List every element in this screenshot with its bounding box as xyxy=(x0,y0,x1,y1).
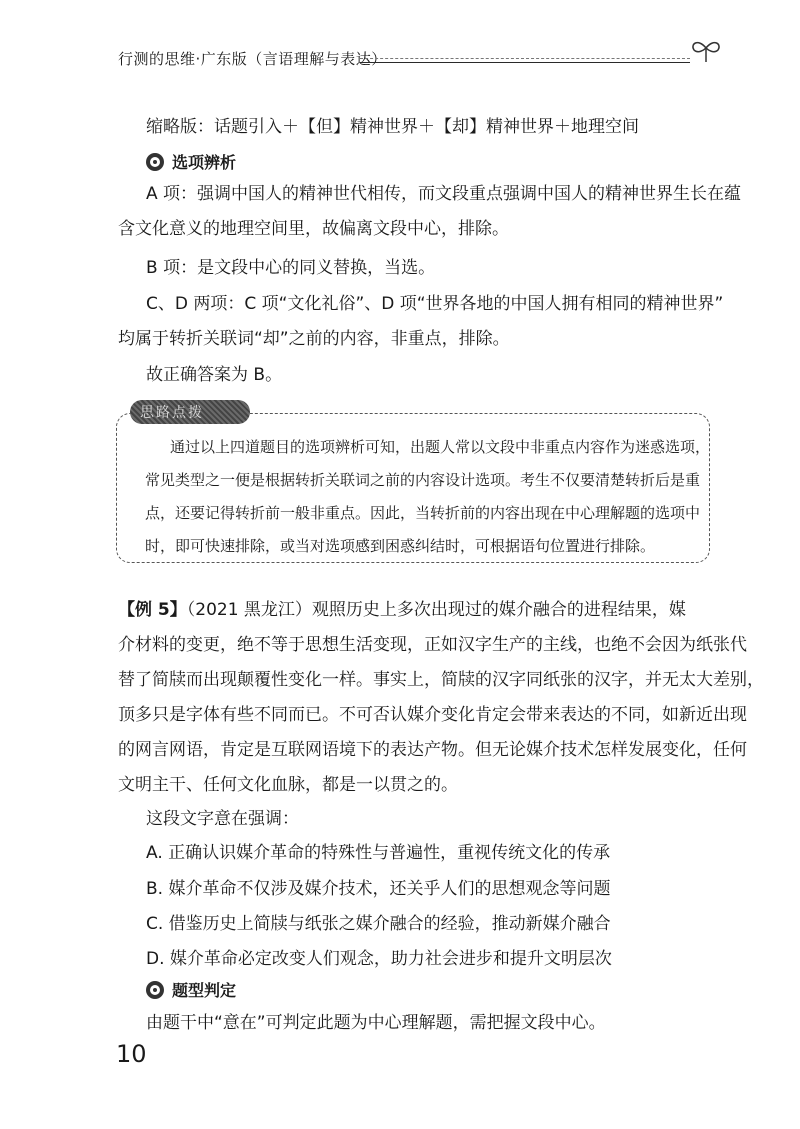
analysis-line-cd1: C、D 两项：C 项“文化礼俗”、D 项“世界各地的中国人拥有相同的精神世界” xyxy=(146,294,724,314)
type-heading xyxy=(146,978,236,1001)
flower-icon xyxy=(146,153,164,171)
example-bracket-open: 【 xyxy=(118,600,135,620)
analysis-line-a2: 含文化意义的地理空间里，故偏离文段中心，排除。 xyxy=(118,219,509,239)
example-bracket-close: 】 xyxy=(169,600,187,620)
example-label: 例 5 xyxy=(135,600,170,620)
example-line: 替了简牍而出现颠覆性变化一样。事实上，简牍的汉字同纸张的汉字，并无太大差别， xyxy=(118,670,764,690)
tip-line: 时，即可快速排除，或当对选项感到困惑纠结时，可根据语句位置进行排除。 xyxy=(145,537,656,555)
analysis-line-a1: A 项：强调中国人的精神世代相传，而文段重点强调中国人的精神世界生长在蕴 xyxy=(146,184,742,204)
example-line: 顶多只是字体有些不同而已。不可否认媒介变化肯定会带来表达的不同，如新近出现 xyxy=(118,705,747,725)
header-dashed-rule xyxy=(360,58,690,59)
analysis-heading xyxy=(146,150,236,173)
question-stem: 这段文字意在强调： xyxy=(146,809,299,829)
running-header-title: 行测的思维·广东版（言语理解与表达） xyxy=(118,50,387,68)
example-text-start: 观照历史上多次出现过的媒介融合的进程结果，媒 xyxy=(311,600,686,620)
tip-line: 常见类型之一便是根据转折关联词之前的内容设计选项。考生不仅要清楚转折后是重 xyxy=(145,471,701,489)
option-a: A. 正确认识媒介革命的特殊性与普遍性，重视传统文化的传承 xyxy=(146,843,611,863)
analysis-line-cd2: 均属于转折关联词“却”之前的内容，非重点，排除。 xyxy=(118,329,510,349)
option-b: B. 媒介革命不仅涉及媒介技术，还关乎人们的思想观念等问题 xyxy=(146,879,611,899)
option-d: D. 媒介革命必定改变人们观念，助力社会进步和提升文明层次 xyxy=(146,949,612,969)
example-line: 介材料的变更，绝不等于思想生活变现，正如汉字生产的主线，也绝不会因为纸张代 xyxy=(118,635,747,655)
tip-line: 点，还要记得转折前一般非重点。因此，当转折前的内容出现在中心理解题的选项中 xyxy=(145,504,701,522)
tip-line: 通过以上四道题目的选项辨析可知，出题人常以文段中非重点内容作为迷惑选项， xyxy=(170,438,711,456)
example-first-line xyxy=(118,593,686,627)
example-source: （2021 黑龙江） xyxy=(186,600,312,620)
option-c: C. 借鉴历史上简牍与纸张之媒介融合的经验，推动新媒介融合 xyxy=(146,914,611,934)
summary-line: 缩略版：话题引入＋【但】精神世界＋【却】精神世界＋地理空间 xyxy=(146,117,639,137)
page-number: 10 xyxy=(116,1040,147,1068)
header-rule xyxy=(360,62,690,63)
answer-line: 故正确答案为 B。 xyxy=(146,365,283,385)
example-line: 的网言网语，肯定是互联网语境下的表达产物。但无论媒介技术怎样发展变化，任何 xyxy=(118,740,747,760)
type-heading-text: 题型判定 xyxy=(172,981,237,1000)
example-line: 文明主干、任何文化血脉，都是一以贯之的。 xyxy=(118,775,458,795)
tip-tag-label: 思路点拨 xyxy=(140,405,204,421)
sprout-icon xyxy=(688,34,724,64)
type-text: 由题干中“意在”可判定此题为中心理解题，需把握文段中心。 xyxy=(146,1013,606,1033)
analysis-line-b: B 项：是文段中心的同义替换，当选。 xyxy=(146,258,436,278)
flower-icon xyxy=(146,981,164,999)
analysis-heading-text: 选项辨析 xyxy=(172,153,237,172)
